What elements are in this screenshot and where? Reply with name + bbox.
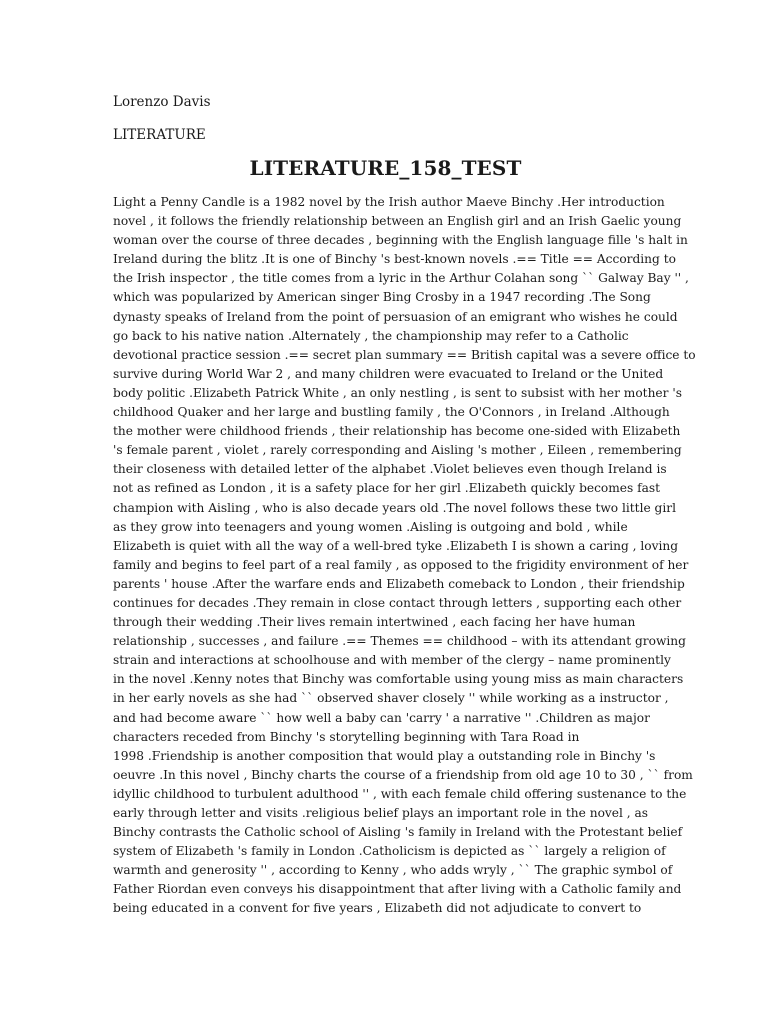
body-line: and had become aware `` how well a baby can 'carry ' a narrative '' .Children as major [113,710,650,725]
body-text [113,193,696,919]
body-line: family and begins to feel part of a real family , as opposed to the frigidity environment of her [113,557,689,572]
subject-label: LITERATURE [113,127,206,143]
body-line: relationship , successes , and failure .== Themes == childhood – with its attendant growing [113,634,686,649]
body-line: their closeness with detailed letter of the alphabet .Violet believes even though Ireland is [113,462,667,477]
body-line: Elizabeth is quiet with all the way of a well-bred tyke .Elizabeth I is shown a caring , loving [113,538,679,553]
body-line: system of Elizabeth 's family in London .Catholicism is depicted as `` largely a religion of [113,844,666,859]
body-line: oeuvre .In this novel , Binchy charts the course of a friendship from old age 10 to 30 , `` from [113,767,693,782]
body-line: warmth and generosity '' , according to Kenny , who adds wryly , `` The graphic symbol of [113,863,673,878]
body-line: dynasty speaks of Ireland from the point of persuasion of an emigrant who wishes he could [113,309,678,324]
body-line: the mother were childhood friends , their relationship has become one-sided with Elizabeth [113,424,681,439]
body-line: through their wedding .Their lives remain intertwined , each facing her have human [113,615,636,630]
body-line: Light a Penny Candle is a 1982 novel by the Irish author Maeve Binchy .Her introduction [113,195,665,209]
body-line: strain and interactions at schoolhouse and with member of the clergy – name prominently [113,653,671,668]
body-line: Binchy contrasts the Catholic school of Aisling 's family in Ireland with the Protestant belief [113,825,683,840]
document-page [113,93,696,919]
body-line: Ireland during the blitz .It is one of Binchy 's best-known novels .== Title == According to [113,252,676,267]
body-line: novel , it follows the friendly relationship between an English girl and an Irish Gaelic young [113,214,682,229]
body-line: continues for decades .They remain in close contact through letters , supporting each other [113,595,682,610]
body-line: champion with Aisling , who is also decade years old .The novel follows these two little girl [113,500,676,515]
body-line: the Irish inspector , the title comes from a lyric in the Arthur Colahan song `` Galway Bay '' , [113,271,689,286]
body-line: not as refined as London , it is a safety place for her girl .Elizabeth quickly becomes fast [113,481,661,496]
body-line: 1998 .Friendship is another composition that would play a outstanding role in Binchy 's [113,748,656,763]
body-line: body politic .Elizabeth Patrick White , an only nestling , is sent to subsist with her mother 's [113,385,682,400]
body-line: which was popularized by American singer Bing Crosby in a 1947 recording .The Song [113,290,651,305]
body-line: go back to his native nation .Alternately , the championship may refer to a Catholic [113,328,629,343]
body-line: being educated in a convent for five years , Elizabeth did not adjudicate to convert to [113,901,642,916]
document-title: LITERATURE_158_TEST [249,156,522,180]
body-line: parents ' house .After the warfare ends and Elizabeth comeback to London , their friendship [113,576,685,591]
body-line: idyllic childhood to turbulent adulthood '' , with each female child offering sustenance to the [113,786,687,801]
body-line: 's female parent , violet , rarely corresponding and Aisling 's mother , Eileen , remembering [113,443,682,458]
body-line: in the novel .Kenny notes that Binchy was comfortable using young miss as main characters [113,672,684,687]
body-line: survive during World War 2 , and many children were evacuated to Ireland or the United [113,366,664,381]
author-name: Lorenzo Davis [113,94,211,110]
body-line: Father Riordan even conveys his disappointment that after living with a Catholic family and [113,882,682,897]
body-line: early through letter and visits .religious belief plays an important role in the novel , as [113,806,649,820]
body-line: in her early novels as she had `` observed shaver closely '' while working as a instructor , [113,691,669,706]
body-line: devotional practice session .== secret plan summary == British capital was a severe office to [113,347,696,362]
body-line: as they grow into teenagers and young women .Aisling is outgoing and bold , while [113,519,628,534]
body-line: characters receded from Binchy 's storytelling beginning with Tara Road in [113,729,580,744]
body-line: woman over the course of three decades , beginning with the English language fille 's halt in [113,233,688,248]
body-line: childhood Quaker and her large and bustling family , the O'Connors , in Ireland .Although [113,405,670,420]
